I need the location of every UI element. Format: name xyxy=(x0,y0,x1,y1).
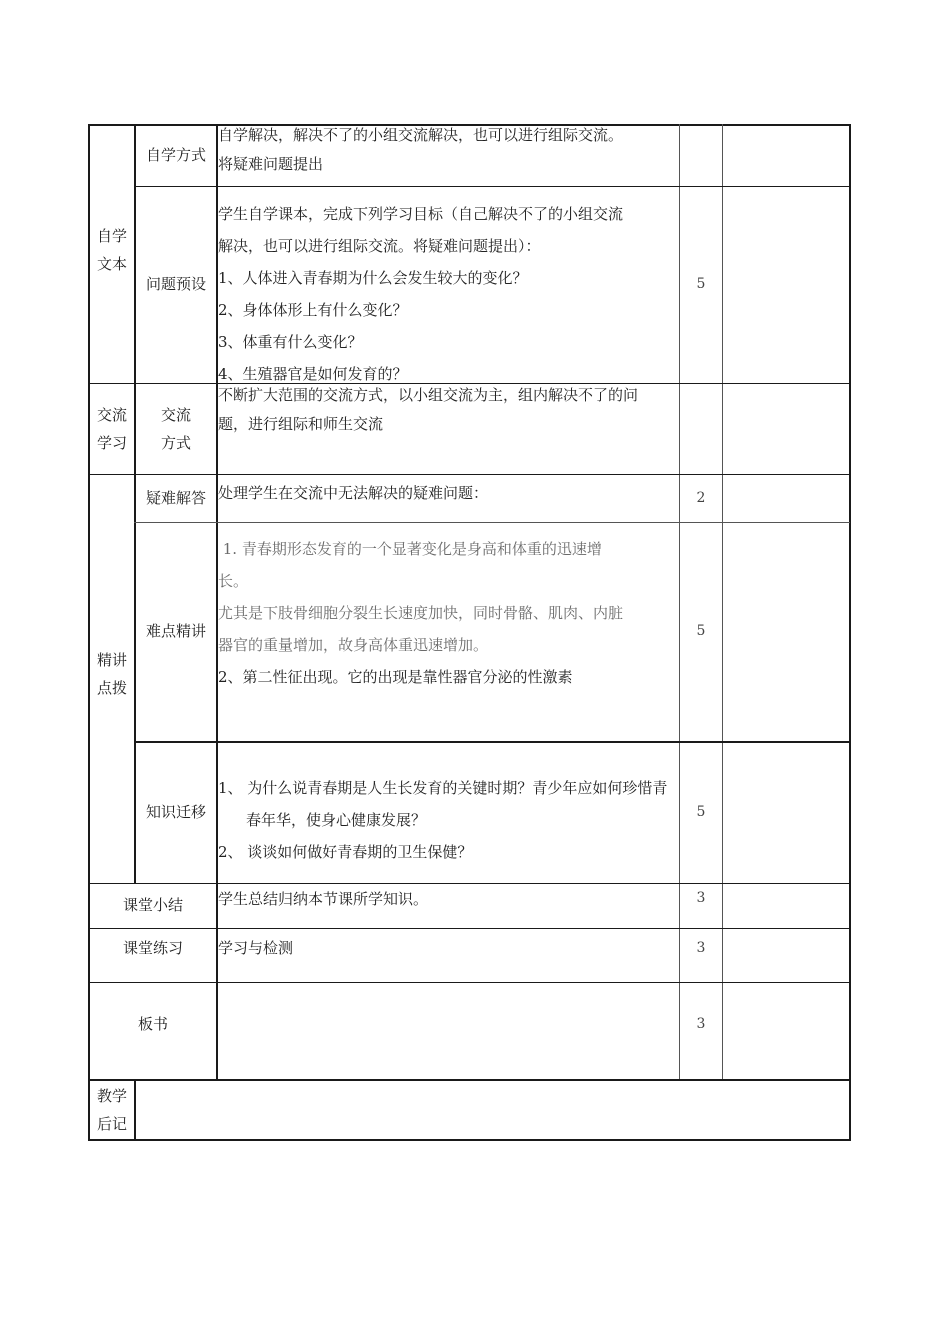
divider-h-1 xyxy=(134,186,850,187)
label-transfer: 知识迁移 xyxy=(145,803,206,822)
label-jiaoliu-method: 交流 方式 xyxy=(160,406,191,452)
label-qa: 疑难解答 xyxy=(145,488,206,507)
divider-h-9 xyxy=(88,1079,851,1081)
time-key-points: 5 xyxy=(696,623,706,640)
time-summary: 3 xyxy=(696,890,706,907)
content-qa: 处理学生在交流中无法解决的疑难问题： xyxy=(218,484,489,502)
content-zixue-method: 自学解决，解决不了的小组交流解决，也可以进行组际交流。 将疑难问题提出 xyxy=(218,126,624,173)
label-zixue-questions: 问题预设 xyxy=(145,275,206,294)
content-transfer xyxy=(216,772,679,868)
label-key-points: 难点精讲 xyxy=(145,622,206,641)
divider-h-4 xyxy=(134,522,850,523)
content-key-points: 1. 青春期形态发育的一个显著变化是身高和体重的迅速增 长。 尤其是下肢骨细胞分裂生长速度加快，同时骨骼、肌肉、内脏 器官的重量增加，故身高体重迅速增加。 2、第二性征出现。它的出现是靠性器官分泌的性激素 xyxy=(218,540,624,686)
label-practice: 课堂练习 xyxy=(122,939,183,958)
time-board: 3 xyxy=(696,1016,706,1033)
time-transfer: 5 xyxy=(696,804,706,821)
content-practice: 学习与检测 xyxy=(218,939,294,957)
label-notes: 教学 后记 xyxy=(96,1087,127,1133)
label-summary: 课堂小结 xyxy=(122,896,183,915)
time-zixue-questions: 5 xyxy=(696,276,706,293)
content-zixue-questions: 学生自学课本，完成下列学习目标（自己解决不了的小组交流 解决，也可以进行组际交流。将疑难问题提出）： 1、人体进入青春期为什么会发生较大的变化？ 2、身体体形上有什么变化？ 3、体重有什么变化？ 4、生殖器官是如何发育的？ xyxy=(218,205,624,383)
time-qa: 2 xyxy=(696,489,706,506)
group-label-zixue: 自学 文本 xyxy=(96,227,127,273)
label-board: 板书 xyxy=(137,1015,168,1034)
transfer-item: 1、 为什么说青春期是人生长发育的关键时期？青少年应如何珍惜青春年华，使身心健康发展？ xyxy=(218,779,668,829)
content-summary: 学生总结归纳本节课所学知识。 xyxy=(218,890,429,908)
table-border-bottom xyxy=(88,1139,851,1141)
time-practice: 3 xyxy=(696,940,706,957)
group-label-jiaoliu: 交流 学习 xyxy=(96,406,127,452)
table-border-right xyxy=(849,124,851,1141)
divider-h-5 xyxy=(134,741,850,743)
group-label-jingjiang: 精讲 点拨 xyxy=(96,651,127,697)
content-jiaoliu: 不断扩大范围的交流方式，以小组交流为主，组内解决不了的问 题，进行组际和师生交流 xyxy=(218,386,639,433)
label-zixue-method: 自学方式 xyxy=(145,146,206,165)
divider-v-extra xyxy=(722,124,723,1080)
transfer-item: 2、 谈谈如何做好青春期的卫生保健？ xyxy=(218,843,473,861)
divider-v-notes xyxy=(134,1080,136,1140)
